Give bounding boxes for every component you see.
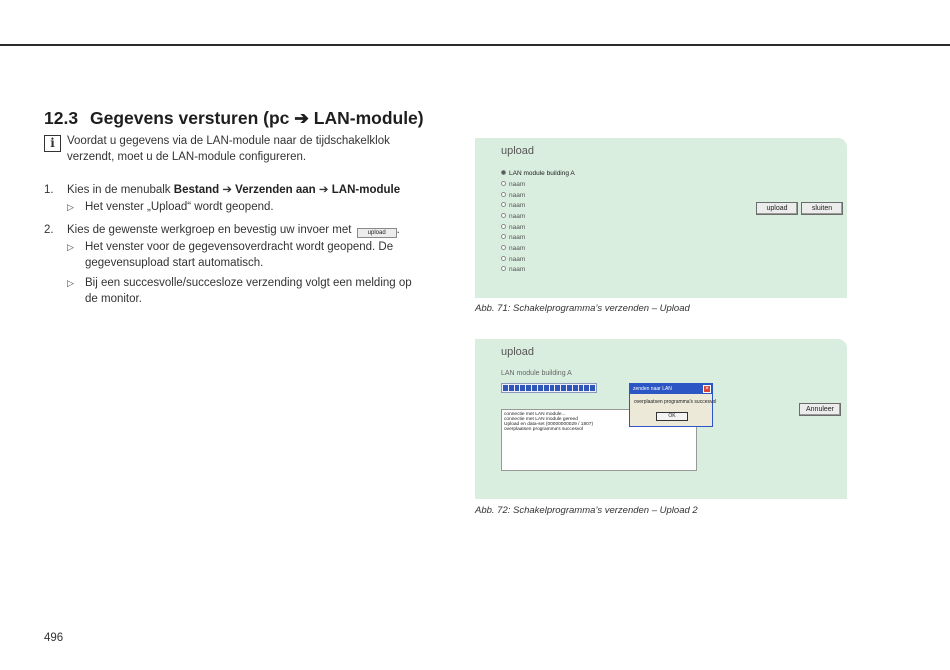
upload-progress-screenshot (475, 339, 847, 499)
progress-bar (501, 383, 597, 393)
menu-item-bestand: Bestand (173, 184, 220, 196)
arrow: ➔ (219, 184, 236, 196)
radio-option[interactable] (501, 256, 525, 263)
figure-caption: Abb. 72: Schakelprogramma’s verzenden – Upload 2 (475, 505, 698, 516)
radio-dot (501, 224, 506, 229)
radio-label: naam (509, 202, 526, 209)
radio-option[interactable] (501, 234, 525, 241)
module-label: LAN module building A (501, 370, 572, 377)
menu-item-lan-module: LAN-module (331, 184, 401, 196)
radio-dot (501, 266, 506, 271)
radio-label: LAN module building A (509, 170, 575, 177)
ok-button[interactable]: OK (656, 412, 688, 421)
note-text: Voordat u gegevens via de LAN-module naar de tijdschakelklok verzendt, moet u de LAN-module configureren. (67, 135, 390, 163)
step-text (67, 182, 417, 198)
radio-dot (501, 256, 506, 261)
radio-label: naam (509, 256, 526, 263)
radio-option[interactable] (501, 224, 525, 231)
result-text: Bij een succesvolle/succesloze verzending volgt een melding op de monitor. (85, 277, 412, 305)
close-button[interactable]: sluiten (801, 202, 843, 215)
radio-label: naam (509, 224, 526, 231)
radio-label: naam (509, 245, 526, 252)
step-text (67, 222, 417, 238)
info-icon: i (44, 135, 61, 152)
arrow: ➔ (315, 184, 332, 196)
step-number: 2. (44, 224, 54, 236)
log-line: connectie met LAN module... (504, 412, 566, 417)
step-text-plain: Kies in de menubalk (67, 184, 174, 196)
log-line: connectie met LAN module gereed (504, 417, 578, 422)
step-text-plain: Kies de gewenste werkgroep en bevestig uw invoer met (67, 224, 355, 236)
upload-button-inline: upload (357, 228, 397, 238)
radio-option[interactable] (501, 266, 525, 273)
figure-caption: Abb. 71: Schakelprogramma’s verzenden – Upload (475, 303, 690, 314)
radio-dot (501, 213, 506, 218)
window-title: upload (501, 346, 535, 358)
radio-option[interactable] (501, 192, 525, 199)
close-icon[interactable]: × (703, 385, 711, 393)
radio-option[interactable] (501, 202, 525, 209)
step-number: 1. (44, 184, 54, 196)
result-text: Het venster voor de gegevensoverdracht wordt geopend. De gegevensupload start automatisch. (85, 241, 394, 269)
section-title: Gegevens versturen (pc ➔ LAN-module) (90, 108, 424, 128)
menu-item-verzenden-aan: Verzenden aan (235, 184, 316, 196)
log-line: overplaatsen programma's succesvol (504, 427, 584, 432)
dialog-title: zenden naar LAN (630, 384, 712, 394)
radio-option[interactable] (501, 245, 525, 252)
radio-label: naam (509, 181, 526, 188)
radio-dot (501, 245, 506, 250)
radio-dot (501, 192, 506, 197)
upload-button[interactable]: upload (756, 202, 798, 215)
radio-dot (501, 202, 506, 207)
result-marker: ▷ (67, 202, 74, 212)
radio-option[interactable] (501, 213, 525, 220)
top-rule (0, 44, 950, 46)
radio-option[interactable] (501, 181, 525, 188)
page-number: 496 (44, 632, 64, 644)
success-dialog (629, 383, 717, 427)
upload-window-screenshot (475, 138, 847, 298)
result-marker: ▷ (67, 278, 74, 288)
radio-dot (501, 170, 506, 175)
step-text-end: . (396, 224, 400, 236)
log-line: Upload en data-set (00000000029 / 1807) (504, 422, 594, 427)
radio-option[interactable] (501, 170, 575, 177)
radio-dot (501, 181, 506, 186)
result-text: Het venster „Upload“ wordt geopend. (85, 201, 274, 213)
radio-label: naam (509, 266, 526, 273)
dialog-message: overplaatsen programma's succesvol (634, 399, 717, 405)
section-number: 12.3 (44, 108, 79, 128)
radio-dot (501, 234, 506, 239)
cancel-button[interactable]: Annuleer (799, 403, 841, 416)
window-title: upload (501, 145, 535, 157)
result-marker: ▷ (67, 242, 74, 252)
radio-label: naam (509, 213, 526, 220)
radio-label: naam (509, 192, 526, 199)
radio-label: naam (509, 234, 526, 241)
section-heading (44, 108, 424, 129)
